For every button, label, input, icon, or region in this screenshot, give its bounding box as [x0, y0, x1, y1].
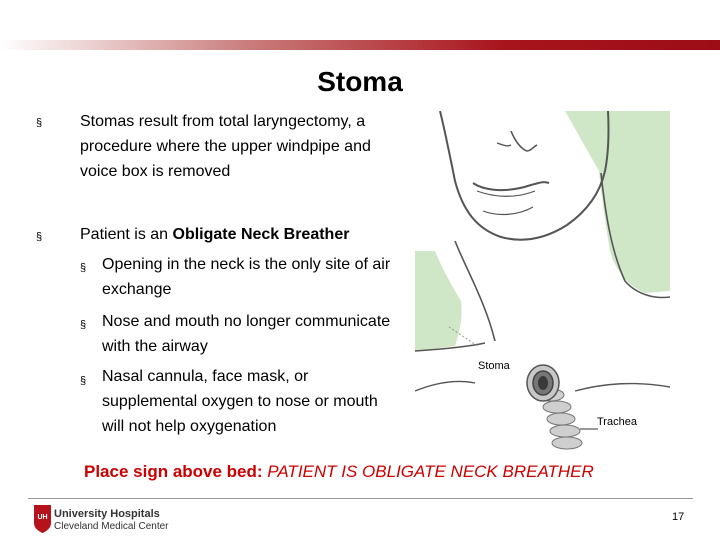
sub-bullet-text: Nasal cannula, face mask, or supplemental oxygen to nose or mouth will not help oxygenation: [102, 368, 378, 435]
sub-bullet-text: Opening in the neck is the only site of air exchange: [102, 256, 391, 298]
trachea-label: Trachea: [597, 416, 637, 428]
sign-prefix: Place sign above bed:: [84, 462, 268, 481]
svg-text:UH: UH: [37, 514, 48, 521]
slide-title: Stoma: [317, 66, 403, 97]
sub-bullet-marker: §: [80, 262, 87, 274]
sub-bullet-text: Nose and mouth no longer communicate with the airway: [102, 313, 391, 355]
bullet-text: Stomas result from total laryngectomy, a procedure where the upper windpipe and voice box is removed: [80, 113, 371, 180]
logo-line-2: Cleveland Medical Center: [54, 521, 169, 532]
header-accent-bar: [0, 40, 720, 50]
sub-bullet-marker: §: [80, 319, 87, 331]
sign-emphasis: PATIENT IS OBLIGATE NECK BREATHER: [267, 462, 594, 481]
bullet-marker: §: [36, 117, 43, 129]
page-number: 17: [672, 511, 685, 523]
neck-stoma-illustration: [415, 111, 670, 451]
sub-bullet-marker: §: [80, 375, 87, 387]
bullet-text-prefix: Patient is an: [80, 226, 173, 243]
bullet-text-bold: Obligate Neck Breather: [172, 226, 350, 243]
sign-instruction: [84, 462, 594, 482]
uh-shield-icon: [34, 505, 51, 533]
footer-divider: [28, 498, 693, 499]
bullet-text: [80, 222, 410, 247]
university-hospitals-logo: [34, 505, 169, 535]
bullet-marker: §: [36, 231, 43, 243]
stoma-label: Stoma: [478, 360, 510, 372]
logo-line-1: University Hospitals: [54, 508, 160, 520]
